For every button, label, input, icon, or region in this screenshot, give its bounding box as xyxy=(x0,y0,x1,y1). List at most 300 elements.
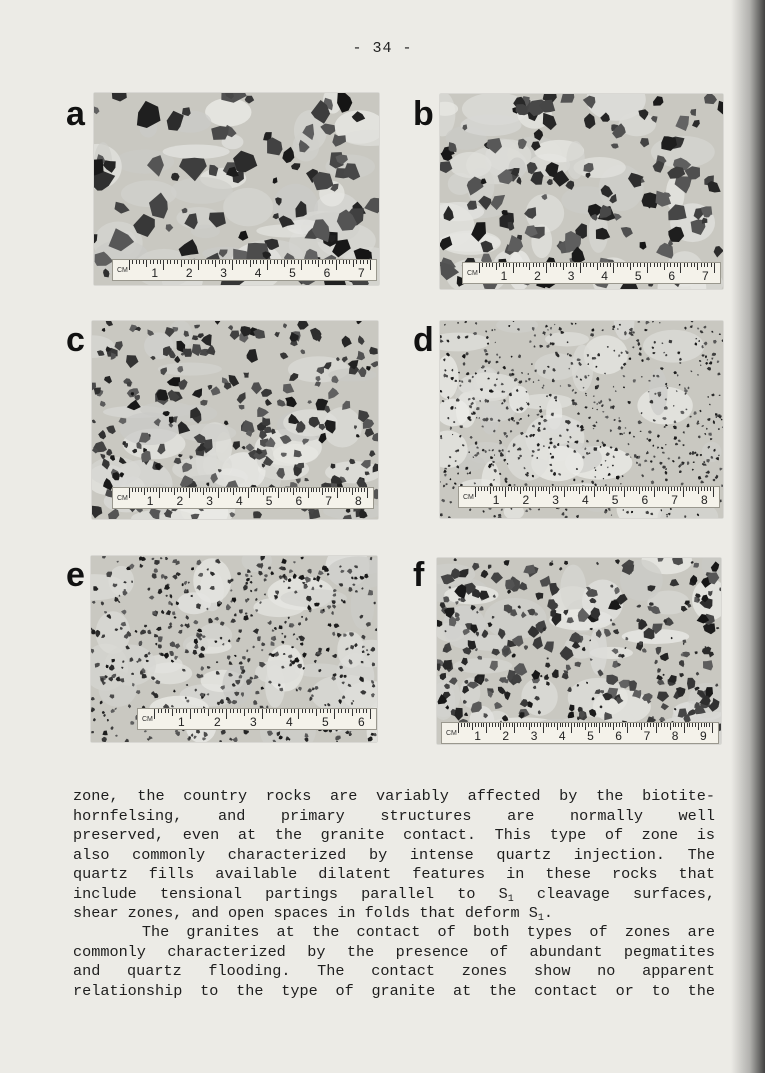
ruler-tick xyxy=(600,487,601,491)
ruler-number: 3 xyxy=(552,493,559,507)
ruler-tick xyxy=(620,263,621,267)
ruler-tick xyxy=(670,263,671,267)
ruler-number: 1 xyxy=(178,715,185,729)
ruler-tick xyxy=(269,488,270,492)
ruler-number: 4 xyxy=(601,269,608,283)
ruler-tick xyxy=(683,487,684,497)
ruler-tick xyxy=(543,723,544,733)
ruler-tick xyxy=(189,488,190,498)
ruler-tick xyxy=(363,260,364,264)
ruler-tick xyxy=(219,260,220,264)
ruler-tick xyxy=(274,260,275,264)
ruler-tick xyxy=(579,487,580,494)
ruler-tick xyxy=(529,263,530,270)
ruler-tick xyxy=(576,263,577,267)
ruler-tick xyxy=(541,487,542,491)
ruler-tick xyxy=(367,260,368,264)
ruler-tick xyxy=(654,263,655,267)
ruler-tick xyxy=(593,263,594,267)
ruler-tick xyxy=(150,260,151,264)
ruler-tick xyxy=(487,487,488,491)
rock-sample-photo-f xyxy=(437,558,721,744)
ruler-tick xyxy=(179,709,180,713)
ruler-tick xyxy=(612,487,613,491)
figure-label-d: d xyxy=(413,321,434,359)
ruler-tick xyxy=(513,263,514,273)
ruler-tick xyxy=(674,487,675,491)
ruler-tick xyxy=(523,723,524,727)
ruler-tick xyxy=(322,488,323,495)
ruler-tick xyxy=(276,709,277,713)
ruler-tick xyxy=(206,488,207,492)
ruler-tick xyxy=(675,723,676,727)
ruler-tick xyxy=(302,488,303,492)
ruler-tick xyxy=(212,488,213,492)
ruler-number: 2 xyxy=(534,269,541,283)
ruler-tick xyxy=(263,260,264,264)
ruler-tick xyxy=(600,263,601,267)
text-span: include tensional partings parallel to S xyxy=(73,884,508,903)
ruler-tick xyxy=(236,260,237,264)
ruler-tick xyxy=(695,723,696,727)
ruler-tick xyxy=(273,709,274,713)
ruler-tick xyxy=(560,263,561,267)
ruler-tick xyxy=(255,709,256,713)
ruler-tick xyxy=(517,487,518,491)
ruler-tick xyxy=(272,488,273,492)
ruler-tick xyxy=(503,263,504,267)
ruler-tick xyxy=(674,263,675,267)
ruler-number: 6 xyxy=(615,729,622,743)
ruler-tick xyxy=(163,260,164,270)
ruler-tick xyxy=(701,487,702,491)
ruler-tick xyxy=(138,488,139,492)
ruler-tick xyxy=(552,487,553,491)
ruler-tick xyxy=(661,723,662,727)
ruler-tick xyxy=(664,723,665,727)
ruler-tick xyxy=(232,260,233,270)
ruler-tick xyxy=(546,723,547,727)
ruler-tick xyxy=(543,263,544,267)
ruler-tick xyxy=(225,260,226,264)
ruler-tick xyxy=(633,263,634,267)
ruler-tick xyxy=(554,723,555,727)
text-line: hornfelsing, and primary structures are normally well xyxy=(73,806,715,825)
ruler-tick xyxy=(171,488,172,492)
ruler-tick xyxy=(355,488,356,492)
ruler-tick xyxy=(212,709,213,713)
ruler-tick xyxy=(258,709,259,713)
ruler-tick xyxy=(539,263,540,267)
ruler-tick xyxy=(260,488,261,492)
ruler-tick xyxy=(319,488,320,492)
ruler-tick xyxy=(132,260,133,264)
ruler-tick xyxy=(562,723,563,727)
ruler-number: 8 xyxy=(671,729,679,743)
text-line: also commonly characterized by intense quartz injection. The xyxy=(73,845,715,864)
ruler-tick xyxy=(167,260,168,264)
ruler-tick xyxy=(568,723,569,727)
ruler-tick xyxy=(222,709,223,713)
ruler-tick xyxy=(484,487,485,491)
ruler-tick xyxy=(256,260,257,264)
ruler-tick xyxy=(165,709,166,713)
ruler-tick xyxy=(585,723,586,730)
ruler-tick xyxy=(337,488,338,498)
ruler-tick xyxy=(686,487,687,491)
text-line: The granites at the contact of both types of zones are xyxy=(73,923,715,941)
ruler-tick xyxy=(546,263,547,273)
ruler-tick xyxy=(352,709,353,716)
ruler-tick xyxy=(363,709,364,713)
ruler-number: 6 xyxy=(323,266,331,280)
ruler-tick xyxy=(293,488,294,495)
ruler-tick xyxy=(677,263,678,267)
ruler-tick xyxy=(221,488,222,492)
ruler-tick xyxy=(651,487,652,491)
ruler-tick xyxy=(287,488,288,492)
ruler-tick xyxy=(183,709,184,713)
ruler-number: 4 xyxy=(286,715,293,729)
ruler-number: 1 xyxy=(492,493,500,507)
ruler-tick xyxy=(195,488,196,492)
ruler-tick xyxy=(345,709,346,713)
ruler-tick xyxy=(313,488,314,492)
ruler-tick xyxy=(609,487,610,494)
ruler-tick xyxy=(529,487,530,491)
ruler-tick xyxy=(209,488,210,492)
ruler-tick xyxy=(644,723,645,727)
ruler-tick xyxy=(159,488,160,498)
ruler-tick xyxy=(318,260,319,267)
ruler-tick xyxy=(287,709,288,713)
ruler-tick xyxy=(340,488,341,492)
ruler-tick xyxy=(218,488,219,498)
ruler-tick xyxy=(496,487,497,491)
ruler-tick xyxy=(692,723,693,727)
ruler-tick xyxy=(555,487,556,491)
ruler-tick xyxy=(281,488,282,492)
ruler-number: 4 xyxy=(582,493,589,507)
figure-label-a: a xyxy=(66,95,85,133)
ruler-tick xyxy=(517,723,518,727)
ruler-tick xyxy=(360,260,361,264)
ruler-tick xyxy=(291,260,292,264)
ruler-number: 4 xyxy=(254,266,262,280)
ruler-tick xyxy=(605,723,606,727)
ruler-tick xyxy=(630,263,631,270)
ruler-tick xyxy=(706,723,707,727)
ruler-tick xyxy=(680,487,681,491)
ruler-tick xyxy=(623,263,624,267)
ruler-tick xyxy=(531,723,532,727)
text-line: quartz fills available dilatent features in these rocks that xyxy=(73,865,715,883)
ruler-tick xyxy=(478,723,479,727)
ruler-tick xyxy=(230,488,231,492)
ruler-tick xyxy=(308,488,309,498)
ruler-tick xyxy=(597,487,598,491)
ruler-tick xyxy=(701,723,702,727)
ruler-tick xyxy=(606,487,607,491)
ruler-tick xyxy=(135,488,136,492)
ruler-tick xyxy=(532,487,533,491)
ruler-tick xyxy=(492,723,493,727)
ruler-tick xyxy=(613,263,614,273)
ruler-tick xyxy=(645,487,646,491)
text-line: zone, the country rocks are variably affected by the biotite- xyxy=(73,787,715,805)
ruler-tick xyxy=(215,709,216,713)
ruler-tick xyxy=(603,487,604,491)
ruler-tick xyxy=(482,263,483,267)
ruler-tick xyxy=(200,488,201,492)
ruler-tick xyxy=(475,723,476,727)
ruler-tick xyxy=(281,260,282,264)
ruler-unit-label: CM xyxy=(142,716,153,723)
ruler-tick xyxy=(348,709,349,713)
ruler-tick xyxy=(334,488,335,492)
ruler-tick xyxy=(640,263,641,267)
scale-ruler-d xyxy=(458,486,720,508)
ruler-tick xyxy=(301,260,302,270)
ruler-tick xyxy=(312,260,313,264)
ruler-tick xyxy=(248,709,249,713)
granite-texture xyxy=(440,94,723,289)
figure-label-f: f xyxy=(413,556,425,594)
ruler-tick xyxy=(469,723,470,727)
ruler-tick xyxy=(548,723,549,727)
ruler-number: 7 xyxy=(702,269,709,283)
ruler-tick xyxy=(222,260,223,264)
ruler-tick xyxy=(698,723,699,730)
ruler-tick xyxy=(678,723,679,727)
ruler-tick xyxy=(597,263,598,270)
ruler-tick xyxy=(591,723,592,727)
ruler-tick xyxy=(141,488,142,492)
ruler-tick xyxy=(509,723,510,727)
ruler-tick xyxy=(253,260,254,264)
ruler-tick xyxy=(613,723,614,730)
ruler-tick xyxy=(266,488,267,492)
ruler-tick xyxy=(489,723,490,727)
ruler-tick xyxy=(305,488,306,492)
ruler-tick xyxy=(479,263,480,273)
ruler-tick xyxy=(616,723,617,727)
ruler-tick xyxy=(250,260,251,267)
ruler-tick xyxy=(492,263,493,267)
ruler-tick xyxy=(689,487,690,491)
ruler-number: 5 xyxy=(611,493,619,507)
ruler-tick xyxy=(621,487,622,491)
ruler-tick xyxy=(296,488,297,492)
ruler-tick xyxy=(486,263,487,267)
text-line: relationship to the type of granite at the contact or to the xyxy=(73,981,715,1000)
ruler-tick xyxy=(203,488,204,495)
rock-sample-photo-d xyxy=(440,321,723,518)
ruler-tick xyxy=(642,487,643,491)
ruler-tick xyxy=(543,487,544,491)
ruler-tick xyxy=(711,263,712,267)
text-line: and quartz flooding. The contact zones show no apparent xyxy=(73,962,715,980)
ruler-tick xyxy=(499,487,500,491)
ruler-tick xyxy=(168,709,169,713)
ruler-tick xyxy=(707,487,708,491)
ruler-tick xyxy=(246,260,247,264)
ruler-tick xyxy=(687,263,688,267)
ruler-tick xyxy=(670,723,671,730)
ruler-number: 2 xyxy=(522,493,530,507)
ruler-tick xyxy=(574,723,575,727)
ruler-tick xyxy=(526,723,527,727)
ruler-number: 8 xyxy=(701,493,708,507)
ruler-tick xyxy=(243,260,244,264)
ruler-tick xyxy=(535,487,536,497)
ruler-tick xyxy=(637,263,638,267)
ruler-tick xyxy=(697,263,698,270)
ruler-tick xyxy=(662,487,663,491)
ruler-tick xyxy=(586,263,587,267)
ruler-tick xyxy=(493,487,494,491)
ruler-tick xyxy=(201,260,202,264)
ruler-tick xyxy=(298,709,299,719)
text-line xyxy=(73,885,715,905)
subscript: 1 xyxy=(507,893,514,905)
ruler-number: 5 xyxy=(265,494,273,508)
ruler-tick xyxy=(245,488,246,492)
ruler-tick xyxy=(475,487,476,497)
ruler-tick xyxy=(226,709,227,719)
ruler-number: 3 xyxy=(250,715,257,729)
paragraph-2 xyxy=(73,923,715,1001)
ruler-tick xyxy=(328,488,329,492)
ruler-tick xyxy=(129,260,130,270)
ruler-tick xyxy=(316,709,317,716)
ruler-tick xyxy=(565,723,566,727)
ruler-tick xyxy=(186,488,187,492)
ruler-tick xyxy=(353,260,354,267)
ruler-tick xyxy=(168,488,169,492)
ruler-tick xyxy=(157,260,158,264)
ruler-tick xyxy=(481,487,482,491)
ruler-tick xyxy=(278,488,279,498)
ruler-tick xyxy=(560,723,561,727)
ruler-tick xyxy=(257,488,258,492)
ruler-tick xyxy=(280,709,281,716)
ruler-tick xyxy=(370,260,371,270)
ruler-tick xyxy=(710,487,711,491)
ruler-tick xyxy=(594,723,595,727)
ruler-tick xyxy=(305,709,306,713)
ruler-tick xyxy=(294,260,295,264)
ruler-tick xyxy=(294,709,295,713)
ruler-tick xyxy=(327,709,328,713)
granite-texture xyxy=(94,93,379,285)
ruler-tick xyxy=(570,487,571,491)
ruler-tick xyxy=(183,488,184,492)
ruler-tick xyxy=(233,488,234,495)
ruler-tick xyxy=(603,263,604,267)
rock-sample-photo-b xyxy=(440,94,723,289)
ruler-tick xyxy=(500,723,501,730)
ruler-tick xyxy=(590,263,591,267)
subscript: 1 xyxy=(537,913,544,924)
ruler-tick xyxy=(262,709,263,719)
ruler-tick xyxy=(579,723,580,727)
ruler-tick xyxy=(709,723,710,727)
ruler-tick xyxy=(162,488,163,492)
ruler-tick xyxy=(698,487,699,494)
ruler-number: 5 xyxy=(634,269,642,283)
ruler-tick xyxy=(573,263,574,267)
ruler-number: 5 xyxy=(289,266,296,280)
ruler-tick xyxy=(244,709,245,716)
ruler-number: 8 xyxy=(355,494,362,508)
ruler-tick xyxy=(694,263,695,267)
ruler-tick xyxy=(322,260,323,264)
scale-ruler-a xyxy=(112,259,377,281)
ruler-tick xyxy=(302,709,303,713)
ruler-tick xyxy=(329,260,330,264)
ruler-tick xyxy=(636,723,637,727)
ruler-tick xyxy=(139,260,140,264)
ruler-tick xyxy=(514,487,515,491)
ruler-tick xyxy=(458,723,459,733)
ruler-number: 7 xyxy=(671,493,678,507)
figure-label-e: e xyxy=(66,556,85,594)
ruler-tick xyxy=(561,487,562,491)
ruler-tick xyxy=(712,723,713,733)
ruler-tick xyxy=(136,260,137,264)
ruler-tick xyxy=(359,709,360,713)
ruler-tick xyxy=(336,260,337,270)
ruler-tick xyxy=(305,260,306,264)
ruler-tick xyxy=(341,709,342,713)
ruler-tick xyxy=(352,488,353,495)
ruler-tick xyxy=(361,488,362,492)
ruler-tick xyxy=(332,260,333,264)
ruler-tick xyxy=(370,709,371,719)
ruler-tick xyxy=(608,723,609,727)
granite-texture xyxy=(437,558,721,744)
ruler-tick xyxy=(144,488,145,495)
ruler-tick xyxy=(687,723,688,727)
ruler-number: 3 xyxy=(220,266,227,280)
ruler-tick xyxy=(270,260,271,264)
ruler-tick xyxy=(215,488,216,492)
ruler-tick xyxy=(582,723,583,727)
scale-ruler-e xyxy=(137,708,377,730)
ruler-tick xyxy=(618,487,619,491)
ruler-tick xyxy=(537,723,538,727)
ruler-tick xyxy=(610,723,611,727)
ruler-tick xyxy=(184,260,185,264)
ruler-tick xyxy=(627,723,628,733)
ruler-tick xyxy=(526,263,527,267)
ruler-tick xyxy=(496,263,497,270)
ruler-tick xyxy=(684,723,685,733)
ruler-tick xyxy=(506,723,507,727)
ruler-tick xyxy=(284,488,285,492)
ruler-tick xyxy=(263,488,264,495)
ruler-tick xyxy=(571,723,572,733)
ruler-tick xyxy=(334,709,335,719)
rock-sample-photo-a xyxy=(94,93,379,285)
ruler-tick xyxy=(503,723,504,727)
ruler-tick xyxy=(667,263,668,267)
ruler-tick xyxy=(633,487,634,491)
ruler-tick xyxy=(573,487,574,491)
ruler-unit-label: CM xyxy=(463,494,474,501)
ruler-tick xyxy=(291,709,292,713)
